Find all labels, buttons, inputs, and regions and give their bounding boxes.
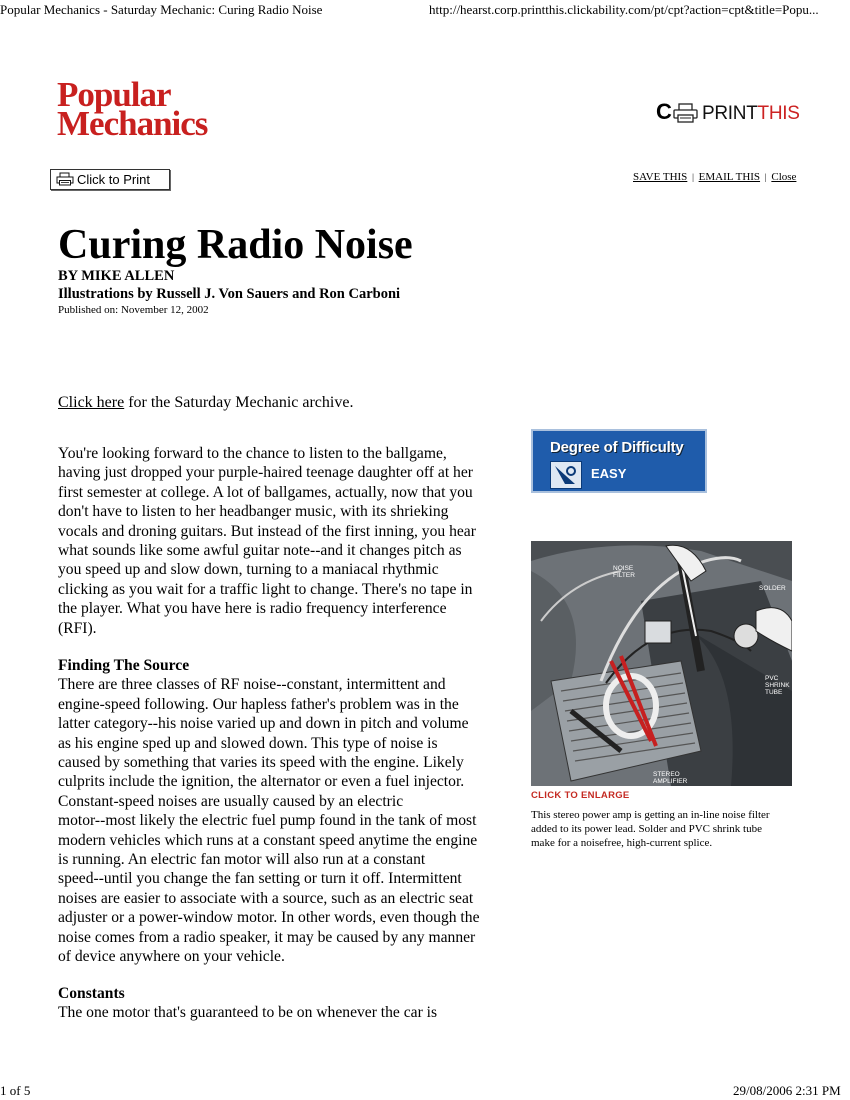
body-text-line: caused by something that varies its speed with the engine. Likely [58, 754, 464, 772]
archive-line [58, 393, 353, 413]
printthis-print: PRINT [702, 103, 758, 124]
body-text-line: don't have to listen to her headbanger music, with its shrieking [58, 503, 449, 521]
body-text-line: You're looking forward to the chance to listen to the ballgame, [58, 445, 447, 462]
printthis-this: THIS [757, 103, 800, 124]
body-text-line: first semester at college. A lot of ballgames, actually, now that you [58, 483, 473, 501]
caption-line: added to its power lead. Solder and PVC shrink tube [531, 823, 762, 835]
article-tools [633, 171, 796, 183]
section-constants [58, 984, 518, 1023]
illustration-caption [531, 808, 793, 850]
close-link[interactable]: Close [771, 171, 797, 183]
body-text-line: adjuster or a power-window motor. In other words, even though the [58, 909, 480, 927]
article-illustrators: Illustrations by Russell J. Von Sauers and Ron Carboni [58, 286, 401, 302]
published-date: Published on: November 12, 2002 [58, 304, 209, 316]
label-solder: SOLDER [759, 585, 786, 592]
email-this-link[interactable]: EMAIL THIS [698, 171, 761, 183]
body-text-line: There are three classes of RF noise--constant, intermittent and [58, 676, 446, 694]
body-text-line: you speed up and slow down, turning to a maniacal rhythmic [58, 561, 439, 579]
body-text-line: clicking as you wait for a traffic light to change. There's no tape in [58, 580, 473, 598]
label-pvc-shrink-tube: TUBE [765, 689, 783, 696]
print-header-url: http://hearst.corp.printthis.clickability.com/pt/cpt?action=cpt&title=Popu... [429, 2, 819, 17]
body-text-line: (RFI). [58, 619, 97, 637]
body-text-line: The one motor that's guaranteed to be on whenever the car is [58, 1004, 438, 1022]
body-text-line: motor--most likely the electric fuel pump found in the tank of most [58, 812, 477, 830]
label-noise-filter: NOISE [613, 565, 634, 572]
body-text-line: latter category--his noise varied up and down in pitch and volume [58, 715, 469, 733]
save-this-link[interactable]: SAVE THIS [633, 171, 688, 183]
body-text-line: engine-speed following. Our hapless father's problem was in the [58, 695, 459, 713]
print-footer-page: 1 of 5 [0, 1083, 31, 1098]
click-to-enlarge-link[interactable]: CLICK TO ENLARGE [531, 790, 630, 801]
body-text-line: Constant-speed noises are usually caused by an electric [58, 792, 404, 810]
section-heading: Finding The Source [58, 657, 190, 674]
body-text-line: vocals and droning guitars. But instead of the first inning, you hear [58, 522, 476, 540]
label-stereo-amplifier: STEREO [653, 771, 680, 778]
printthis-wordmark [702, 103, 800, 125]
archive-link[interactable]: Click here [58, 394, 125, 411]
body-text-line: the player. What you have here is radio frequency interference [58, 600, 447, 618]
difficulty-level-icon [550, 461, 582, 489]
archive-text: for the Saturday Mechanic archive. [124, 394, 354, 411]
logo-line-2: Mechanics [57, 104, 208, 143]
label-pvc-shrink-tube: PVC [765, 675, 779, 682]
print-footer-datetime: 29/08/2006 2:31 PM [733, 1083, 841, 1098]
body-text-line: noises are easier to associate with a source, such as an electric seat [58, 889, 474, 907]
label-pvc-shrink-tube: SHRINK [765, 682, 790, 689]
printer-icon [56, 172, 74, 186]
link-separator: | [692, 172, 694, 182]
article-byline: BY MIKE ALLEN [58, 268, 175, 284]
link-separator: | [764, 172, 767, 182]
print-header-title: Popular Mechanics - Saturday Mechanic: Curing Radio Noise [0, 2, 323, 17]
logo-line-1: Popular [57, 75, 171, 114]
click-to-print-button[interactable] [50, 169, 170, 190]
difficulty-level: EASY [591, 466, 627, 481]
label-noise-filter: FILTER [613, 572, 635, 579]
body-text-line: culprits include the ignition, the alternator or even a fuel injector. [58, 773, 465, 791]
body-text-line: having just dropped your purple-haired teenage daughter off at her [58, 464, 473, 482]
caption-line: This stereo power amp is getting an in-line noise filter [531, 809, 770, 821]
illustration-drawing [531, 541, 792, 786]
body-text-line: what sounds like some awful guitar note--and it changes pitch as [58, 542, 462, 560]
intro-paragraph [58, 444, 518, 638]
printer-icon [673, 103, 699, 123]
body-text-line: speed--until you change the fan setting or turn it off. Intermittent [58, 870, 462, 888]
clickability-c-icon: C [656, 99, 672, 124]
popular-mechanics-logo[interactable] [57, 75, 272, 143]
label-stereo-amplifier: AMPLIFIER [653, 778, 688, 785]
body-text-line: modern vehicles which runs at a constant speed anytime the engine [58, 831, 478, 849]
click-to-print-label: Click to Print [77, 172, 150, 187]
body-text-line: noise comes from a radio speaker, it may be caused by any manner [58, 928, 476, 946]
section-finding-the-source [58, 656, 518, 967]
section-heading: Constants [58, 985, 125, 1002]
body-text-line: of device anywhere on your vehicle. [58, 948, 285, 966]
difficulty-title: Degree of Difficulty [550, 439, 684, 456]
caption-line: make for a noisefree, high-current splice. [531, 837, 713, 849]
difficulty-badge [531, 429, 707, 493]
article-title: Curing Radio Noise [58, 222, 413, 268]
body-text-line: as his engine sped up and slowed down. This type of noise is [58, 734, 438, 752]
body-text-line: is running. An electric fan motor will also run at a constant [58, 851, 426, 869]
stereo-amp-illustration[interactable] [531, 541, 792, 786]
printthis-badge [656, 99, 806, 128]
